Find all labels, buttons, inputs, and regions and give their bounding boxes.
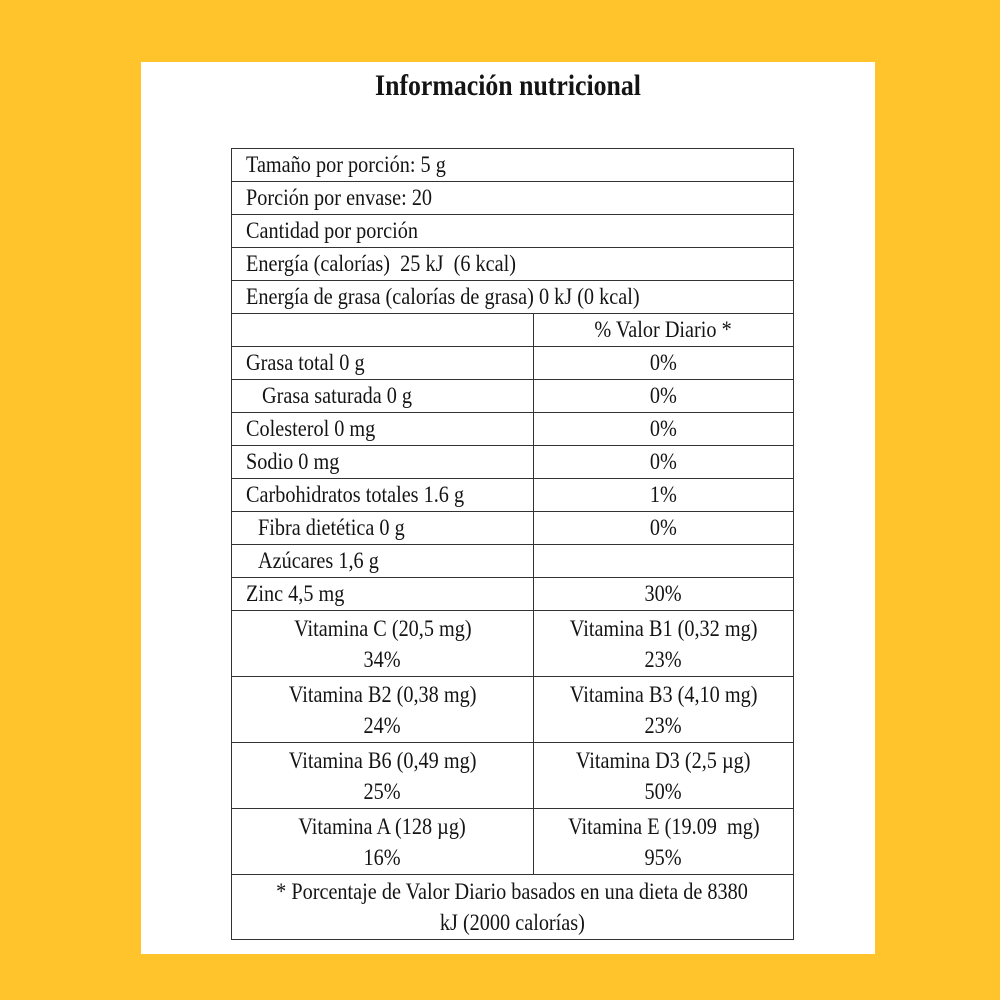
servings-per-container: Porción por envase: 20 [246, 185, 433, 210]
vitamin-name: Vitamina B1 (0,32 mg) [569, 616, 758, 641]
energy: Energía (calorías) 25 kJ (6 kcal) [246, 251, 516, 276]
vitamin-dv: 25% [363, 779, 402, 804]
table-row [232, 347, 793, 380]
table-row [232, 611, 793, 677]
nutrient-label: Colesterol 0 mg [246, 416, 376, 441]
amount-per-serving: Cantidad por porción [246, 218, 419, 243]
nutrient-label: Grasa saturada 0 g [262, 383, 413, 408]
nutrient-label: Carbohidratos totales 1.6 g [246, 482, 465, 507]
nutrient-dv: 0% [649, 383, 677, 408]
table-row [232, 380, 793, 413]
nutrient-dv: 30% [644, 581, 683, 606]
vitamin-name: Vitamina C (20,5 mg) [293, 616, 472, 641]
nutrient-label: Sodio 0 mg [246, 449, 340, 474]
vitamin-dv: 95% [644, 845, 683, 870]
table-row [232, 446, 793, 479]
vitamin-dv: 23% [644, 647, 683, 672]
energy-from-fat: Energía de grasa (calorías de grasa) 0 kJ (0 kcal) [246, 284, 640, 309]
table-row [232, 215, 793, 248]
table-row [232, 479, 793, 512]
nutrient-dv: 0% [649, 416, 677, 441]
vitamin-dv: 16% [363, 845, 402, 870]
table-row [232, 281, 793, 314]
page-title: Información nutricional [375, 69, 641, 102]
vitamin-dv: 24% [363, 713, 402, 738]
nutrient-label: Zinc 4,5 mg [246, 581, 345, 606]
table-row [232, 149, 793, 182]
vitamin-name: Vitamina B2 (0,38 mg) [288, 682, 477, 707]
serving-size: Tamaño por porción: 5 g [246, 152, 446, 177]
nutrient-dv: 0% [649, 350, 677, 375]
table-row [232, 248, 793, 281]
table-row [232, 677, 793, 743]
table-row [232, 809, 793, 875]
vitamin-dv: 50% [644, 779, 683, 804]
table-row [232, 413, 793, 446]
vitamin-name: Vitamina A (128 µg) [298, 814, 467, 839]
table-row [232, 182, 793, 215]
nutrient-dv: 1% [649, 482, 677, 507]
vitamin-name: Vitamina E (19.09 mg) [567, 814, 760, 839]
nutrient-dv: 0% [649, 449, 677, 474]
nutrition-card [141, 62, 875, 954]
vitamin-name: Vitamina B3 (4,10 mg) [569, 682, 758, 707]
footnote-line: kJ (2000 calorías) [439, 910, 586, 935]
table-row [232, 578, 793, 611]
table-row [232, 875, 793, 939]
table-row [232, 743, 793, 809]
nutrient-label: Grasa total 0 g [246, 350, 365, 375]
nutrient-label: Fibra dietética 0 g [258, 515, 405, 540]
vitamin-name: Vitamina B6 (0,49 mg) [288, 748, 477, 773]
vitamin-name: Vitamina D3 (2,5 µg) [576, 748, 751, 773]
table-row [232, 512, 793, 545]
table-row [232, 314, 793, 347]
nutrient-dv: 0% [649, 515, 677, 540]
footnote-line: * Porcentaje de Valor Diario basados en una dieta de 8380 [276, 879, 749, 904]
table-row [232, 545, 793, 578]
daily-value-header: % Valor Diario * [594, 317, 733, 342]
vitamin-dv: 34% [363, 647, 402, 672]
vitamin-dv: 23% [644, 713, 683, 738]
nutrition-table [231, 148, 794, 940]
nutrient-label: Azúcares 1,6 g [258, 548, 379, 573]
